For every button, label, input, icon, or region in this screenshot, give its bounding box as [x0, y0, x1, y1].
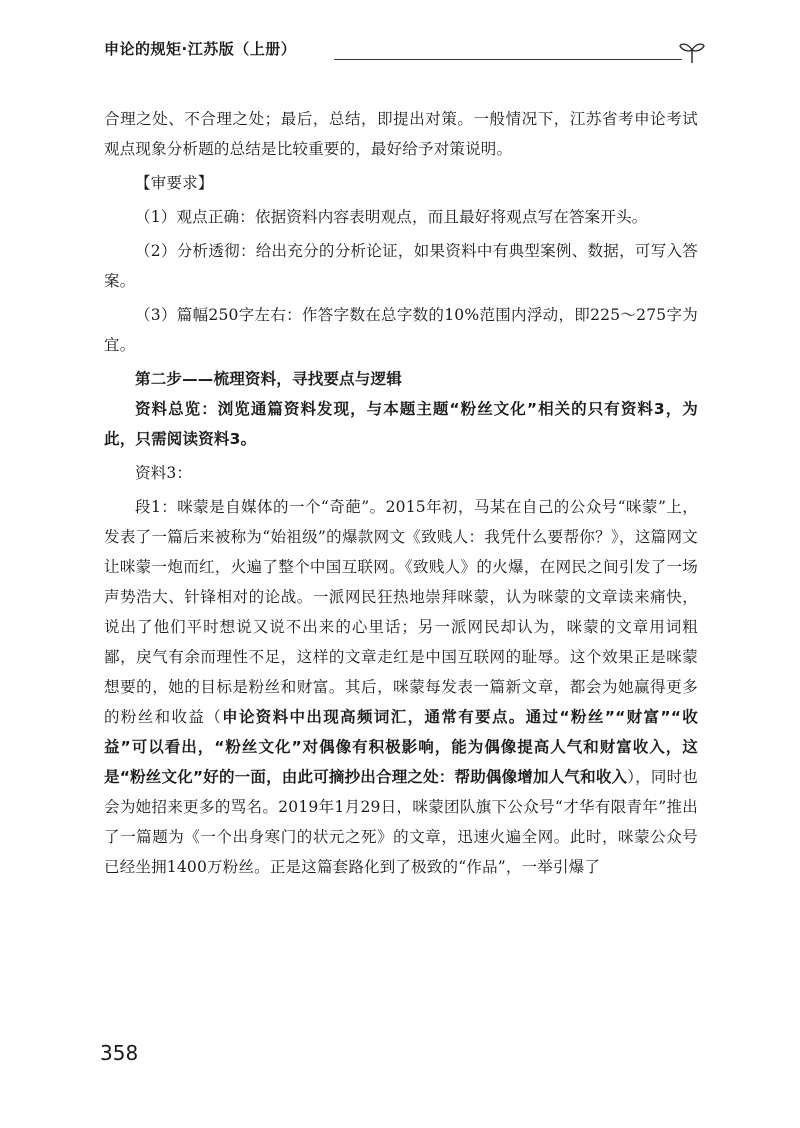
material-3-label: 资料3：	[135, 464, 193, 482]
header-title: 申论的规矩·江苏版（上册）	[104, 40, 297, 58]
paragraph-continuation: 合理之处、不合理之处；最后，总结，即提出对策。一般情况下，江苏省考申论考试观点现象分析题的总结是比较重要的，最好给予对策说明。	[104, 110, 698, 158]
requirement-2: （2）分析透彻：给出充分的分析论证，如果资料中有典型案例、数据，可写入答案。	[104, 242, 698, 290]
segment-1-annotation: 申论资料中出现高频词汇，通常有要点。通过“粉丝”“财富”“收益”可以看出，“粉丝文化”对偶像有积极影响，能为偶像提高人气和财富收入，这是“粉丝文化”好的一面，由此可摘抄出合理之处：帮助偶像增加人气和收入	[104, 708, 699, 786]
material-overview: 资料总览：浏览通篇资料发现，与本题主题“粉丝文化”相关的只有资料3，为此，只需阅读资料3。	[104, 400, 698, 448]
header-rule	[334, 59, 682, 60]
running-header	[104, 38, 704, 68]
segment-1-text-a: 段1：咪蒙是自媒体的一个“奇葩”。2015年初，马某在自己的公众号“咪蒙”上，发表了一篇后来被称为“始祖级”的爆款网文《致贱人：我凭什么要帮你？》，这篇网文让咪蒙一炮而红，火遍了整个中国互联网。《致贱人》的火爆，在网民之间引发了一场声势浩大、针锋相对的论战。一派网民狂热地崇拜咪蒙，认为咪蒙的文章读来痛快，说出了他们平时想说又说不出来的心里话；另一派网民却认为，咪蒙的文章用词粗鄙，戾气有余而理性不足，这样的文章走红是中国互联网的耻辱。这个效果正是咪蒙想要的，她的目标是粉丝和财富。其后，咪蒙每发表一篇新文章，都会为她赢得更多的粉丝和收益（	[104, 498, 698, 726]
page-body	[104, 104, 698, 886]
requirement-1: （1）观点正确：依据资料内容表明观点，而且最好将观点写在答案开头。	[135, 208, 648, 226]
requirement-3: （3）篇幅250字左右：作答字数在总字数的10%范围内浮动，即225～275字为宜。	[104, 306, 698, 354]
sprout-icon	[678, 40, 706, 64]
segment-1-text-b: ），同时也会为她招来更多的骂名。2019年1月29日，咪蒙团队旗下公众号“才华有限青年”推出了一篇题为《一个出身寒门的状元之死》的文章，迅速火遍全网。此时，咪蒙公众号已经坐拥1400万粉丝。正是这篇套路化到了极致的“作品”，一举引爆了	[104, 768, 698, 876]
step-2-heading: 第二步——梳理资料，寻找要点与逻辑	[135, 370, 402, 388]
page-number: 358	[100, 1041, 139, 1065]
segment-1-paragraph	[104, 492, 698, 882]
section-label-requirements: 【审要求】	[135, 174, 214, 192]
